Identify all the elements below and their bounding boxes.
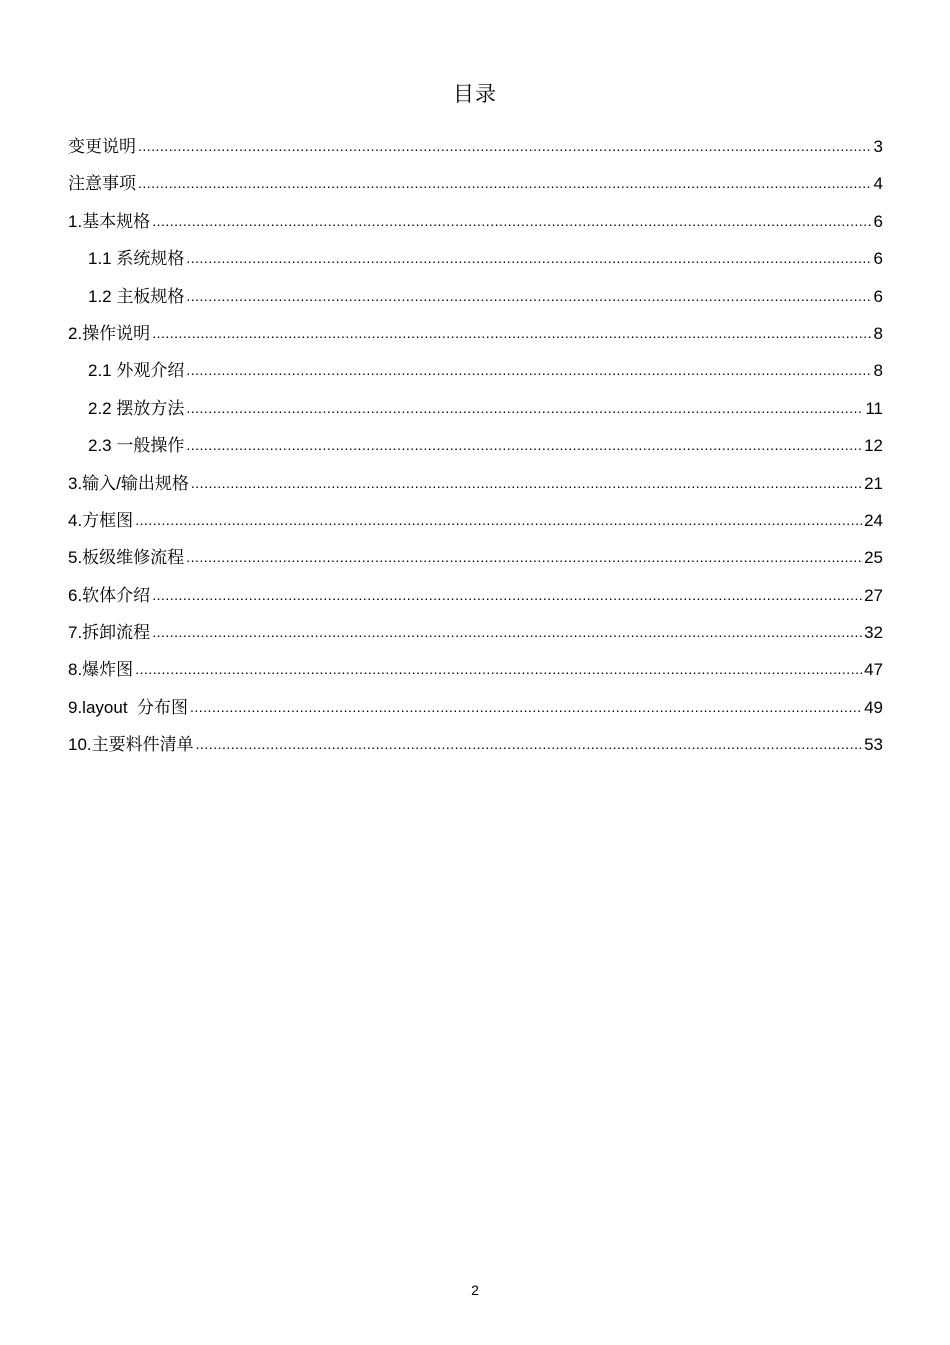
toc-entry-page: 4 [873,174,883,194]
page-number: 2 [471,1282,479,1298]
dot-leader [135,651,862,688]
toc-entry-label: 9.layout 分布图 [68,697,188,717]
toc-entry-precautions[interactable] [68,165,883,202]
toc-entry-board-repair-flow[interactable] [68,539,883,576]
dot-leader [186,278,871,315]
toc-entry-page: 21 [864,473,883,493]
dot-leader [190,689,862,726]
toc-entry-appearance[interactable] [68,352,883,389]
toc-entry-page: 53 [864,735,883,755]
toc-entry-page: 24 [864,510,883,530]
toc-entry-page: 47 [864,660,883,680]
dot-leader [152,614,862,651]
toc-entry-placement[interactable] [68,390,883,427]
toc-entry-page: 8 [873,361,883,381]
toc-entry-basic-specs[interactable] [68,203,883,240]
dot-leader [138,165,872,202]
dot-leader [186,427,862,464]
toc-entry-change-notes[interactable] [68,128,883,165]
toc-entry-page: 27 [864,585,883,605]
toc-entry-label: 1.2 主板规格 [88,286,185,306]
toc-entry-exploded-view[interactable] [68,651,883,688]
toc-entry-main-parts-list[interactable] [68,726,883,763]
table-of-contents [68,128,883,764]
toc-entry-io-specs[interactable] [68,465,883,502]
toc-entry-label: 10.主要料件清单 [68,735,194,755]
dot-leader [186,390,863,427]
toc-entry-label: 6.软体介绍 [68,585,151,605]
toc-entry-layout[interactable] [68,689,883,726]
dot-leader [138,128,872,165]
toc-entry-label: 3.输入/输出规格 [68,473,189,493]
toc-entry-page: 25 [864,548,883,568]
toc-entry-software-intro[interactable] [68,577,883,614]
dot-leader [186,539,862,576]
dot-leader [191,465,862,502]
dot-leader [196,726,862,763]
toc-entry-mainboard-specs[interactable] [68,278,883,315]
toc-entry-page: 6 [873,286,883,306]
toc-entry-label: 变更说明 [68,137,136,156]
toc-entry-label: 8.爆炸图 [68,660,134,680]
toc-entry-block-diagram[interactable] [68,502,883,539]
toc-entry-page: 32 [864,623,883,643]
toc-entry-page: 6 [873,249,883,269]
toc-entry-label: 2.3 一般操作 [88,436,185,456]
toc-entry-page: 8 [873,323,883,343]
dot-leader [152,203,871,240]
toc-entry-label: 2.1 外观介绍 [88,361,185,381]
toc-entry-general-operation[interactable] [68,427,883,464]
toc-title: 目录 [453,82,497,106]
toc-entry-system-specs[interactable] [68,240,883,277]
toc-entry-page: 12 [864,436,883,456]
toc-entry-page: 3 [873,137,883,156]
dot-leader [152,315,871,352]
dot-leader [152,577,862,614]
toc-entry-page: 11 [865,398,883,418]
toc-entry-label: 4.方框图 [68,510,134,530]
toc-entry-label: 7.拆卸流程 [68,623,151,643]
toc-entry-operation-guide[interactable] [68,315,883,352]
toc-entry-page: 6 [873,211,883,231]
toc-entry-page: 49 [864,697,883,717]
dot-leader [186,352,871,389]
toc-entry-label: 注意事项 [68,174,136,194]
toc-entry-label: 1.基本规格 [68,211,151,231]
dot-leader [186,240,871,277]
toc-entry-disassembly[interactable] [68,614,883,651]
toc-entry-label: 1.1 系统规格 [88,249,185,269]
dot-leader [135,502,862,539]
toc-entry-label: 2.2 摆放方法 [88,398,185,418]
toc-entry-label: 2.操作说明 [68,323,151,343]
toc-entry-label: 5.板级维修流程 [68,548,185,568]
